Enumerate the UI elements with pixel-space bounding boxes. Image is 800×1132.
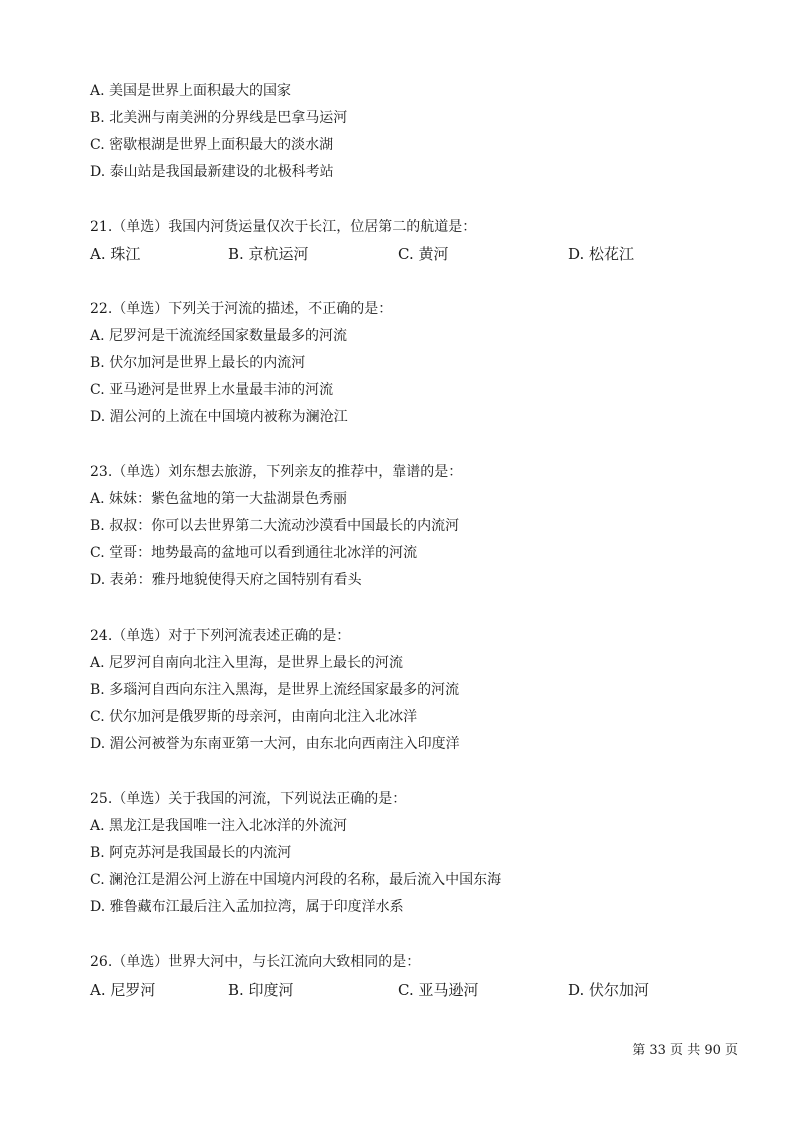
- option-d: D. 泰山站是我国最新建设的北极科考站: [90, 164, 334, 180]
- option-b: B. 叔叔：你可以去世界第二大流动沙漠看中国最长的内流河: [90, 518, 460, 534]
- option-a: A. 美国是世界上面积最大的国家: [90, 83, 292, 99]
- option-a: A. 妹妹：紫色盆地的第一大盐湖景色秀丽: [90, 491, 348, 507]
- option-d: D. 湄公河的上流在中国境内被称为澜沧江: [90, 409, 348, 425]
- option-d: D. 湄公河被誉为东南亚第一大河，由东北向西南注入印度洋: [90, 736, 460, 752]
- option-b: B. 北美洲与南美洲的分界线是巴拿马运河: [90, 110, 348, 126]
- option-b: B. 阿克苏河是我国最长的内流河: [90, 845, 292, 861]
- question-22-stem: 22.（单选）下列关于河流的描述，不正确的是：: [90, 301, 393, 317]
- option-b: B. 多瑙河自西向东注入黑海，是世界上流经国家最多的河流: [90, 682, 460, 698]
- option-c: C. 堂哥：地势最高的盆地可以看到通往北冰洋的河流: [90, 545, 418, 561]
- option-d: D. 松花江: [568, 245, 635, 263]
- question-26-stem: 26.（单选）世界大河中，与长江流向大致相同的是：: [90, 954, 421, 970]
- option-c: C. 黄河: [398, 245, 449, 263]
- option-a: A. 黑龙江是我国唯一注入北冰洋的外流河: [90, 818, 348, 834]
- question-21-stem: 21.（单选）我国内河货运量仅次于长江，位居第二的航道是：: [90, 219, 477, 235]
- option-b: B. 印度河: [228, 981, 294, 999]
- option-c: C. 亚马逊河是世界上水量最丰沛的河流: [90, 382, 334, 398]
- option-d: D. 雅鲁藏布江最后注入孟加拉湾，属于印度洋水系: [90, 899, 404, 915]
- option-d: D. 表弟：雅丹地貌使得天府之国特别有看头: [90, 572, 362, 588]
- question-25-stem: 25.（单选）关于我国的河流，下列说法正确的是：: [90, 791, 407, 807]
- option-c: C. 密歇根湖是世界上面积最大的淡水湖: [90, 137, 334, 153]
- option-a: A. 尼罗河是干流流经国家数量最多的河流: [90, 328, 348, 344]
- question-23-stem: 23.（单选）刘东想去旅游，下列亲友的推荐中，靠谱的是：: [90, 464, 463, 480]
- option-a: A. 尼罗河自南向北注入里海，是世界上最长的河流: [90, 655, 404, 671]
- question-24-stem: 24.（单选）对于下列河流表述正确的是：: [90, 628, 351, 644]
- option-c: C. 亚马逊河: [398, 981, 479, 999]
- page-number: 第 33 页 共 90 页: [632, 1043, 738, 1058]
- option-c: C. 伏尔加河是俄罗斯的母亲河，由南向北注入北冰洋: [90, 709, 418, 725]
- option-b: B. 伏尔加河是世界上最长的内流河: [90, 355, 306, 371]
- option-c: C. 澜沧江是湄公河上游在中国境内河段的名称，最后流入中国东海: [90, 872, 502, 888]
- option-a: A. 珠江: [90, 245, 141, 263]
- option-d: D. 伏尔加河: [568, 981, 650, 999]
- option-b: B. 京杭运河: [228, 245, 309, 263]
- option-a: A. 尼罗河: [90, 981, 156, 999]
